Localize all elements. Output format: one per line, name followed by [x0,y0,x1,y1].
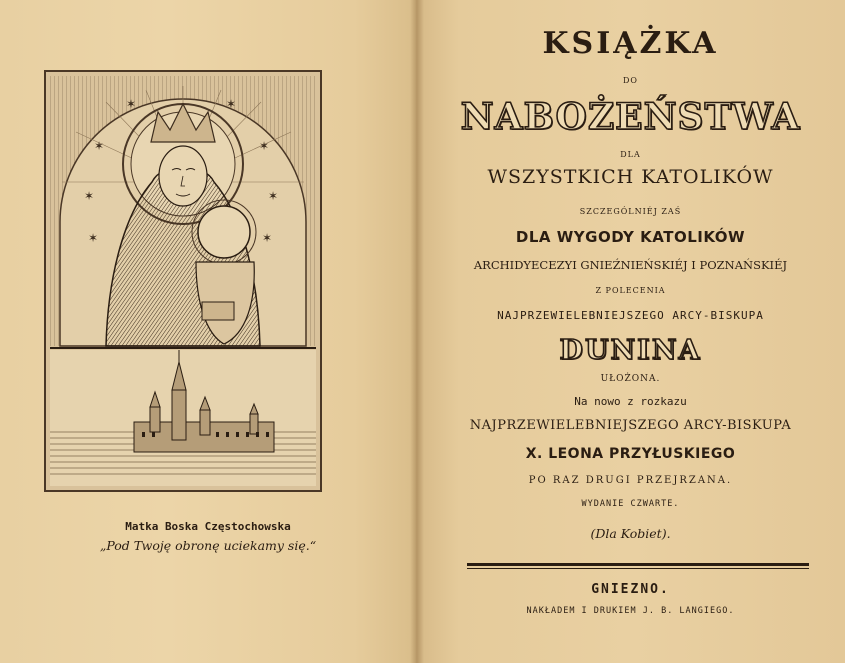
svg-text:✶: ✶ [259,139,270,153]
frontispiece-caption-title: Matka Boska Częstochowska [125,520,291,533]
engraving-illustration [46,72,320,490]
title-szczegolniej: SZCZEGÓLNIÉJ ZAŚ [579,207,682,216]
title-dunina: DUNINA [559,335,702,366]
title-najprzewielebniejszego-1: NAJPRZEWIELEBNIEJSZEGO ARCY-BISKUPA [497,309,764,322]
title-dla-wygody: DLA WYGODY KATOLIKÓW [515,228,746,246]
imprint-place: GNIEZNO. [591,582,670,597]
title-archidyecezyi: ARCHIDYECEZYI GNIEŹNIEŃSKIÉJ I POZNAŃSKIÉJ [473,258,788,272]
title-dla: DLA [620,150,641,159]
frontispiece-engraving [44,70,322,492]
title-do: DO [623,76,638,85]
title-na-nowo: Na nowo z rozkazu [574,395,687,408]
imprint-rule-thin [467,568,809,569]
title-dla-kobiet: (Dla Kobiet). [590,526,671,541]
frontispiece-caption-quote: „Pod Twoję obronę uciekamy się.“ [99,538,317,553]
title-ksiazka: KSIĄŻKA [542,26,719,61]
title-ulozona: UŁOŻONA. [600,374,661,384]
imprint-publisher: NAKŁADEM I DRUKIEM J. B. LANGIEGO. [526,606,735,616]
svg-text:✶: ✶ [84,189,95,203]
svg-text:✶: ✶ [126,97,137,111]
svg-text:✶: ✶ [268,189,279,203]
svg-text:✶: ✶ [88,231,99,245]
title-najprzewielebniejszego-2: NAJPRZEWIELEBNIEJSZEGO ARCY-BISKUPA [469,418,792,433]
title-wydanie: WYDANIE CZWARTE. [581,499,680,509]
svg-text:✶: ✶ [262,231,273,245]
title-leona-przyluskiego: X. LEONA PRZYŁUSKIEGO [525,446,736,462]
title-z-polecenia: Z POLECENIA [595,286,666,295]
title-nabozenstwa: NABOŻEŃSTWA [460,96,801,138]
svg-text:✶: ✶ [226,97,237,111]
svg-text:✶: ✶ [94,139,105,153]
title-wszystkich-katolikow: WSZYSTKICH KATOLIKÓW [487,166,774,188]
title-po-raz-drugi: PO RAZ DRUGI PRZEJRZANA. [528,475,733,486]
imprint-rule-thick [467,563,809,566]
